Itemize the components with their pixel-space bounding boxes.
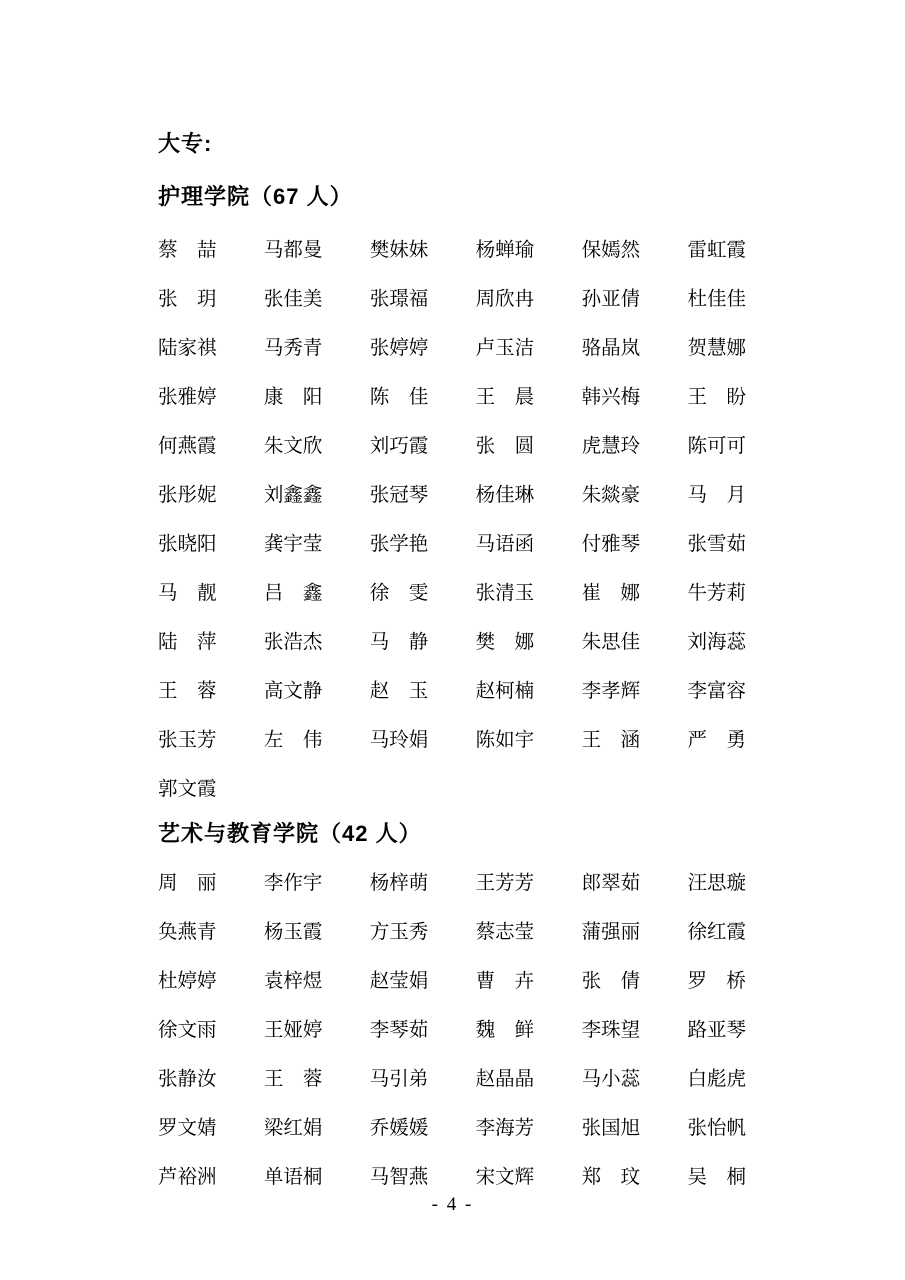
person-name: 刘巧霞	[369, 435, 429, 457]
person-name: 吕鑫	[263, 582, 323, 604]
person-name: 王盼	[687, 386, 746, 408]
person-name: 杨佳琳	[475, 484, 535, 506]
person-name: 虎慧玲	[581, 435, 641, 457]
person-name: 张婷婷	[369, 337, 429, 359]
person-name: 赵柯楠	[475, 680, 535, 702]
person-name: 陈佳	[369, 386, 429, 408]
person-name: 康阳	[263, 386, 323, 408]
person-name: 单语桐	[263, 1166, 323, 1188]
person-name: 张雪茹	[687, 533, 746, 555]
person-name: 徐红霞	[687, 921, 746, 943]
person-name: 周欣冉	[475, 288, 535, 310]
name-row	[158, 765, 746, 814]
person-name: 陈如宇	[475, 729, 535, 751]
person-name: 马语函	[475, 533, 535, 555]
person-name: 徐雯	[369, 582, 429, 604]
name-row	[158, 373, 746, 422]
name-row	[158, 618, 746, 667]
person-name: 周丽	[158, 872, 217, 894]
person-name: 张清玉	[475, 582, 535, 604]
name-row	[158, 908, 746, 957]
person-name: 王芳芳	[475, 872, 535, 894]
person-name: 朱思佳	[581, 631, 641, 653]
name-row	[158, 667, 746, 716]
person-name: 杨蝉瑜	[475, 239, 535, 261]
person-name: 杜婷婷	[158, 970, 217, 992]
person-name: 郎翠茹	[581, 872, 641, 894]
person-name: 赵玉	[369, 680, 429, 702]
person-name: 王晨	[475, 386, 535, 408]
person-name: 王蓉	[158, 680, 217, 702]
person-name: 张圆	[475, 435, 535, 457]
person-name: 李作宇	[263, 872, 323, 894]
person-name: 杜佳佳	[687, 288, 746, 310]
person-name: 崔娜	[581, 582, 641, 604]
person-name: 高文静	[263, 680, 323, 702]
person-name: 张佳美	[263, 288, 323, 310]
person-name: 袁梓煜	[263, 970, 323, 992]
name-row	[158, 1055, 746, 1104]
name-row	[158, 226, 746, 275]
page-number: - 4 -	[431, 1194, 474, 1215]
person-name: 张国旭	[581, 1117, 641, 1139]
person-name: 张雅婷	[158, 386, 217, 408]
name-row	[158, 957, 746, 1006]
degree-heading: 大专:	[158, 131, 213, 156]
person-name: 赵莹娟	[369, 970, 429, 992]
person-name: 牛芳莉	[687, 582, 746, 604]
person-name: 马靓	[158, 582, 217, 604]
person-name: 乔媛媛	[369, 1117, 429, 1139]
person-name: 陈可可	[687, 435, 746, 457]
person-name: 孙亚倩	[581, 288, 641, 310]
name-row	[158, 520, 746, 569]
person-name: 朱文欣	[263, 435, 323, 457]
name-row	[158, 324, 746, 373]
person-name: 骆晶岚	[581, 337, 641, 359]
person-name: 杨梓萌	[369, 872, 429, 894]
person-name: 张彤妮	[158, 484, 217, 506]
person-name: 魏鲜	[475, 1019, 535, 1041]
person-name: 陆萍	[158, 631, 217, 653]
person-name: 马引弟	[369, 1068, 429, 1090]
person-name: 曹卉	[475, 970, 535, 992]
person-name: 方玉秀	[369, 921, 429, 943]
name-roster-nursing	[158, 226, 746, 814]
person-name: 郑玟	[581, 1166, 641, 1188]
name-row	[158, 569, 746, 618]
person-name: 陆家祺	[158, 337, 217, 359]
name-row	[158, 471, 746, 520]
person-name: 刘海蕊	[687, 631, 746, 653]
person-name: 张晓阳	[158, 533, 217, 555]
person-name: 罗文婧	[158, 1117, 217, 1139]
name-roster-arts-education	[158, 859, 746, 1202]
person-name: 宋文辉	[475, 1166, 535, 1188]
person-name: 张玉芳	[158, 729, 217, 751]
person-name: 梁红娟	[263, 1117, 323, 1139]
person-name: 张璟福	[369, 288, 429, 310]
section-title-arts-education-college: 艺术与教育学院（42 人）	[158, 821, 422, 846]
person-name: 张玥	[158, 288, 217, 310]
person-name: 蔡志莹	[475, 921, 535, 943]
name-row	[158, 275, 746, 324]
section-title-nursing-college: 护理学院（67 人）	[158, 184, 353, 209]
person-name: 蒲强丽	[581, 921, 641, 943]
person-name: 雷虹霞	[687, 239, 746, 261]
person-name: 李富容	[687, 680, 746, 702]
person-name: 马小蕊	[581, 1068, 641, 1090]
person-name: 路亚琴	[687, 1019, 746, 1041]
person-name: 张学艳	[369, 533, 429, 555]
person-name: 马秀青	[263, 337, 323, 359]
person-name: 王蓉	[263, 1068, 323, 1090]
person-name: 韩兴梅	[581, 386, 641, 408]
person-name: 张倩	[581, 970, 641, 992]
person-name: 白彪虎	[687, 1068, 746, 1090]
name-row	[158, 716, 746, 765]
person-name: 樊娜	[475, 631, 535, 653]
person-name: 樊妹妹	[369, 239, 429, 261]
name-row	[158, 1006, 746, 1055]
person-name: 李孝辉	[581, 680, 641, 702]
name-row	[158, 1104, 746, 1153]
person-name: 蔡喆	[158, 239, 217, 261]
person-name: 马静	[369, 631, 429, 653]
person-name: 严勇	[687, 729, 746, 751]
name-row	[158, 859, 746, 908]
person-name: 马都曼	[263, 239, 323, 261]
person-name: 李海芳	[475, 1117, 535, 1139]
person-name: 贺慧娜	[687, 337, 746, 359]
person-name: 龚宇莹	[263, 533, 323, 555]
person-name: 李珠望	[581, 1019, 641, 1041]
person-name: 罗桥	[687, 970, 746, 992]
person-name: 王娅婷	[263, 1019, 323, 1041]
person-name: 张浩杰	[263, 631, 323, 653]
person-name: 杨玉霞	[263, 921, 323, 943]
person-name: 吴桐	[687, 1166, 746, 1188]
person-name: 朱燚豪	[581, 484, 641, 506]
person-name: 何燕霞	[158, 435, 217, 457]
person-name: 王涵	[581, 729, 641, 751]
person-name: 付雅琴	[581, 533, 641, 555]
name-row	[158, 422, 746, 471]
person-name: 徐文雨	[158, 1019, 217, 1041]
person-name: 张怡帆	[687, 1117, 746, 1139]
person-name: 左伟	[263, 729, 323, 751]
person-name: 郭文霞	[158, 778, 217, 800]
person-name: 李琴茹	[369, 1019, 429, 1041]
person-name: 汪思璇	[687, 872, 746, 894]
person-name: 马玲娟	[369, 729, 429, 751]
person-name: 赵晶晶	[475, 1068, 535, 1090]
person-name: 保嫣然	[581, 239, 641, 261]
person-name: 奂燕青	[158, 921, 217, 943]
person-name: 张冠琴	[369, 484, 429, 506]
person-name: 芦裕洲	[158, 1166, 217, 1188]
person-name: 张静汝	[158, 1068, 217, 1090]
person-name: 马月	[687, 484, 746, 506]
person-name: 刘鑫鑫	[263, 484, 323, 506]
person-name: 马智燕	[369, 1166, 429, 1188]
person-name: 卢玉洁	[475, 337, 535, 359]
